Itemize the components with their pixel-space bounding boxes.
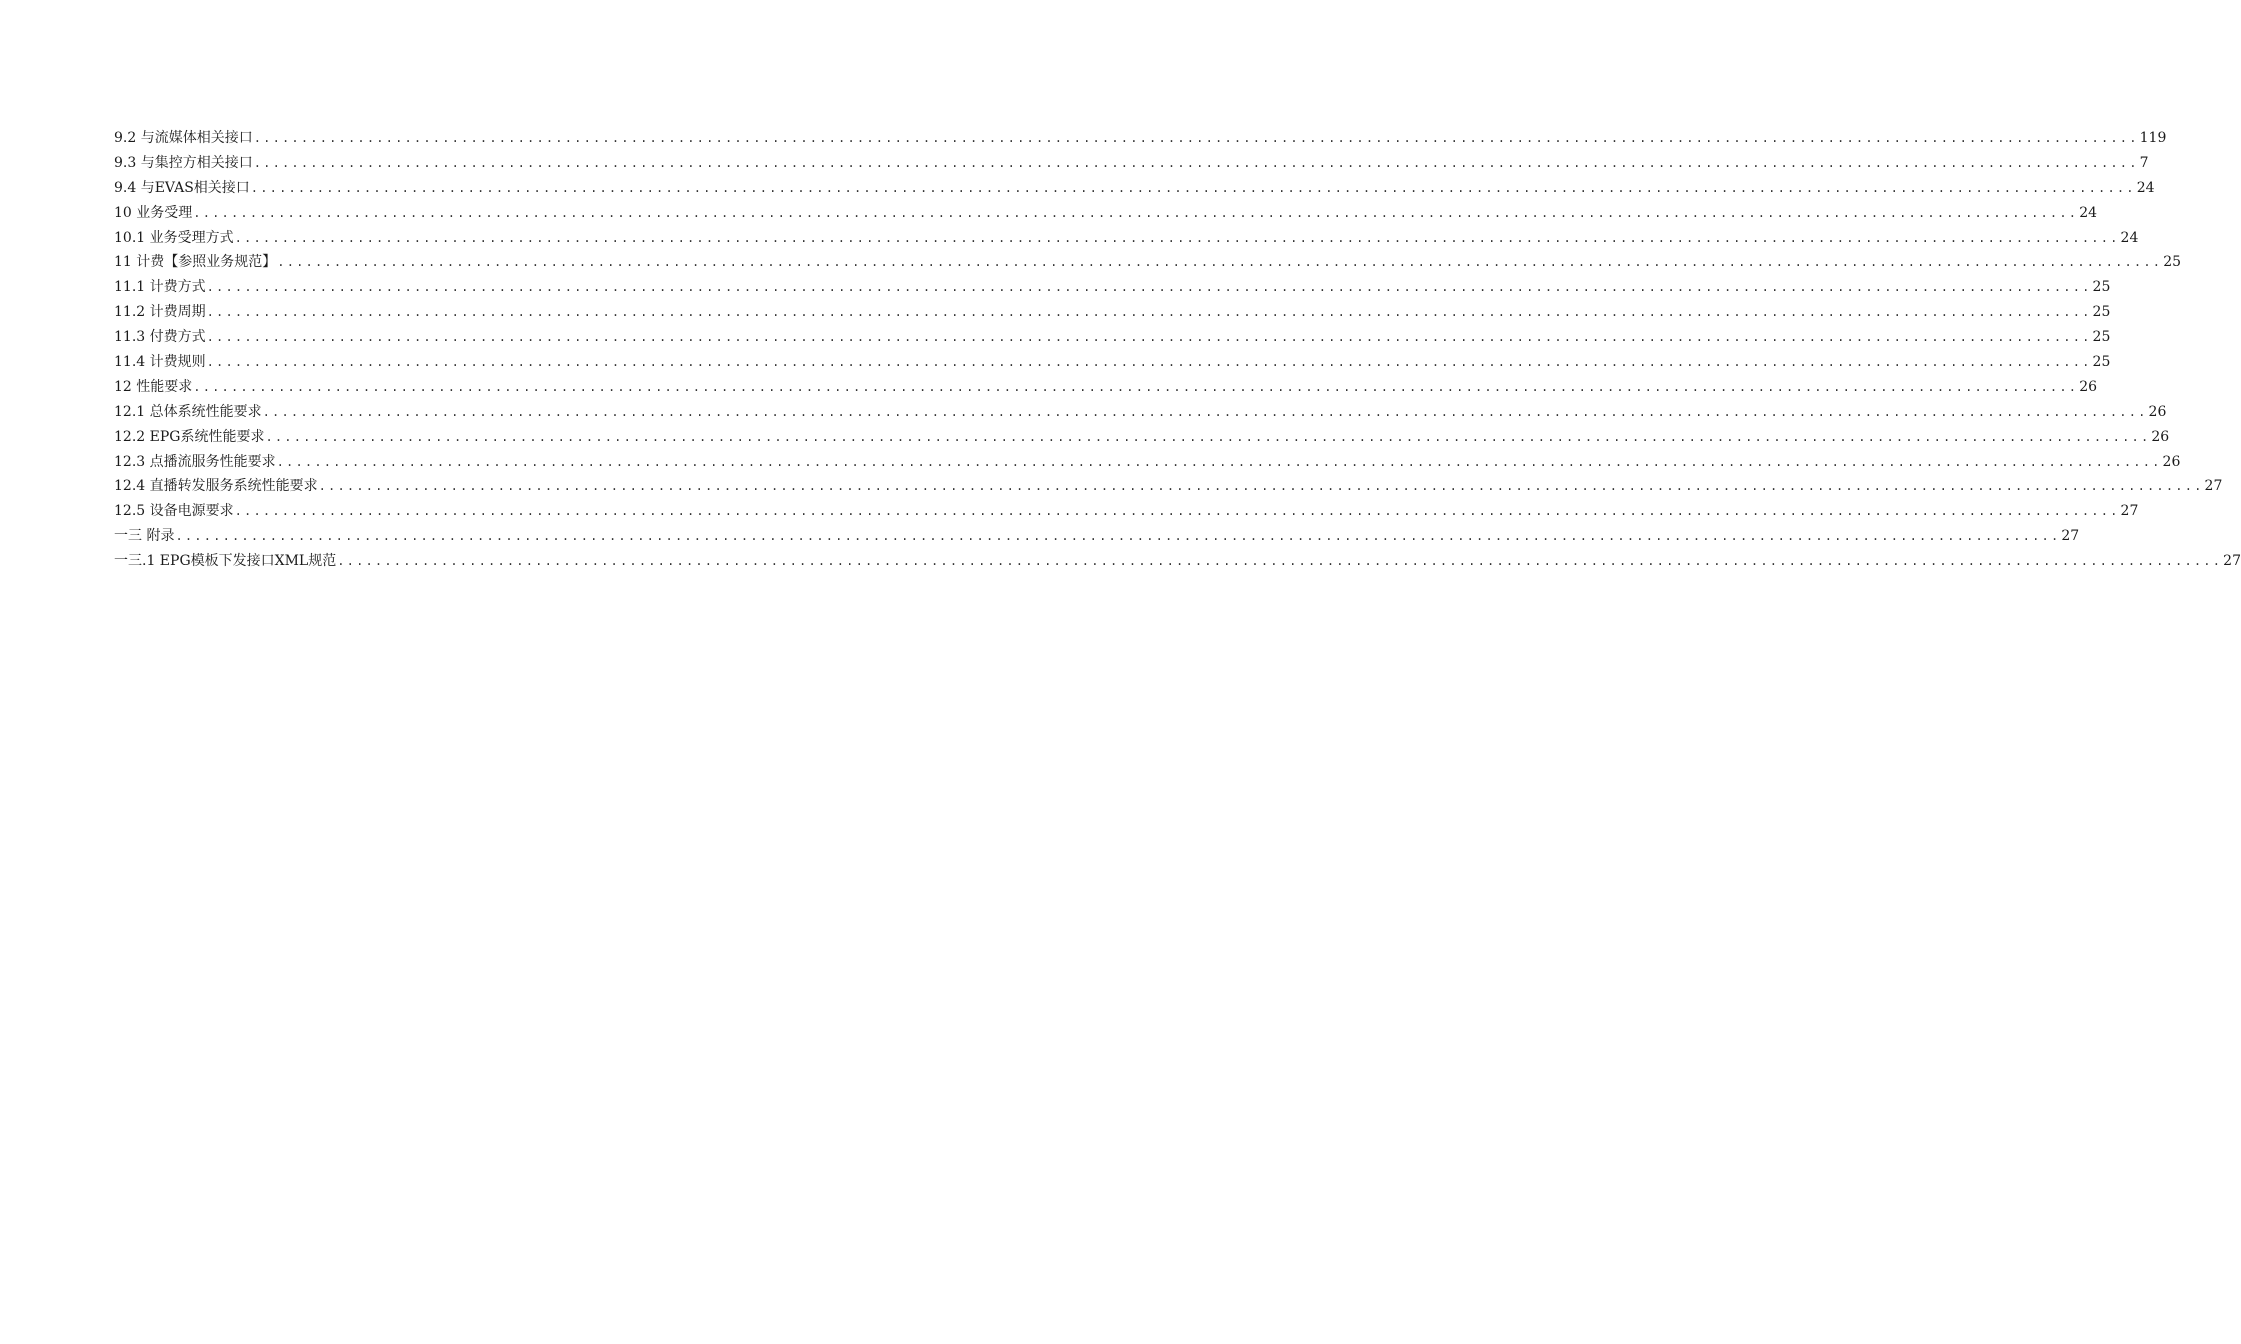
toc-entry-page-number: 27 (2204, 478, 2223, 495)
toc-entry[interactable] (114, 126, 2167, 151)
toc-entry-title: 11 计费【参照业务规范】 (114, 254, 277, 271)
toc-entry-title: 12 性能要求 (114, 378, 193, 395)
toc-entry[interactable] (114, 176, 2155, 201)
toc-entry-page-number: 26 (2162, 453, 2181, 470)
toc-dot-leader: ........................................................................................................................................................................................................ (206, 330, 2092, 345)
toc-entry[interactable] (114, 151, 2149, 176)
toc-dot-leader: ........................................................................................................................................................................................................ (265, 429, 2151, 444)
toc-entry[interactable] (114, 549, 2241, 574)
toc-entry-title: 11.2 计费周期 (114, 304, 206, 321)
toc-entry[interactable] (114, 350, 2111, 375)
toc-dot-leader: ........................................................................................................................................................................................................ (253, 131, 2139, 145)
toc-entry-page-number: 24 (2120, 229, 2139, 246)
toc-dot-leader: ........................................................................................................................................................................................................ (206, 305, 2092, 320)
toc-dot-leader: ........................................................................................................................................................................................................ (318, 479, 2204, 494)
toc-entry-page-number: 119 (2139, 130, 2167, 146)
toc-entry-title: 10 业务受理 (114, 204, 193, 221)
toc-entry-title: 12.4 直播转发服务系统性能要求 (114, 478, 318, 495)
toc-entry[interactable] (114, 400, 2167, 425)
toc-entry[interactable] (114, 226, 2139, 251)
toc-entry-page-number: 26 (2151, 428, 2170, 445)
toc-dot-leader: ........................................................................................................................................................................................................ (175, 529, 2061, 544)
toc-entry-title: 12.5 设备电源要求 (114, 503, 234, 520)
toc-entry-title: 一三 附录 (114, 528, 175, 545)
toc-entry[interactable] (114, 201, 2098, 226)
toc-entry-title: 12.3 点播流服务性能要求 (114, 453, 276, 470)
toc-entry-title: 10.1 业务受理方式 (114, 229, 234, 246)
toc-dot-leader: ........................................................................................................................................................................................................ (337, 554, 2223, 569)
toc-entry-page-number: 25 (2092, 279, 2111, 296)
toc-dot-leader: ........................................................................................................................................................................................................ (234, 230, 2120, 245)
toc-entry-title: 9.2 与流媒体相关接口 (114, 130, 253, 146)
toc-entry[interactable] (114, 300, 2111, 325)
toc-dot-leader: ........................................................................................................................................................................................................ (193, 379, 2079, 394)
toc-entry-page-number: 26 (2079, 378, 2098, 395)
toc-entry[interactable] (114, 275, 2111, 300)
toc-entry-title: 12.1 总体系统性能要求 (114, 403, 262, 420)
toc-entry-page-number: 26 (2148, 403, 2167, 420)
toc-entry[interactable] (114, 325, 2111, 350)
toc-entry-page-number: 25 (2092, 354, 2111, 371)
toc-entry-title: 11.1 计费方式 (114, 279, 206, 296)
toc-dot-leader: ........................................................................................................................................................................................................ (206, 355, 2092, 370)
toc-entry[interactable] (114, 375, 2098, 400)
toc-entry-page-number: 24 (2136, 179, 2155, 196)
toc-entry-title: 12.2 EPG系统性能要求 (114, 428, 265, 445)
toc-entry-page-number: 7 (2139, 154, 2149, 171)
toc-entry-page-number: 27 (2061, 528, 2080, 545)
toc-dot-leader: ........................................................................................................................................................................................................ (250, 180, 2136, 195)
toc-entry[interactable] (114, 499, 2139, 524)
toc-entry-page-number: 27 (2120, 503, 2139, 520)
toc-dot-leader: ........................................................................................................................................................................................................ (193, 205, 2079, 220)
toc-dot-leader: ........................................................................................................................................................................................................ (234, 504, 2120, 519)
toc-entry-title: 11.4 计费规则 (114, 354, 206, 371)
toc-entry[interactable] (114, 450, 2181, 475)
toc-dot-leader: ........................................................................................................................................................................................................ (262, 404, 2148, 419)
toc-entry-title: 一三.1 EPG模板下发接口XML规范 (114, 553, 337, 570)
toc-entry[interactable] (114, 524, 2080, 549)
table-of-contents (114, 126, 2241, 574)
toc-dot-leader: ........................................................................................................................................................................................................ (276, 454, 2162, 469)
toc-entry[interactable] (114, 250, 2182, 275)
toc-entry-page-number: 25 (2163, 254, 2182, 271)
toc-entry-page-number: 25 (2092, 329, 2111, 346)
toc-dot-leader: ........................................................................................................................................................................................................ (253, 155, 2139, 170)
toc-entry[interactable] (114, 425, 2170, 450)
toc-entry-page-number: 25 (2092, 304, 2111, 321)
toc-entry-page-number: 24 (2079, 204, 2098, 221)
toc-entry-title: 9.4 与EVAS相关接口 (114, 179, 250, 196)
toc-entry[interactable] (114, 474, 2223, 499)
toc-entry-title: 11.3 付费方式 (114, 329, 206, 346)
toc-dot-leader: ........................................................................................................................................................................................................ (206, 280, 2092, 295)
toc-entry-page-number: 27 (2223, 553, 2241, 570)
toc-entry-title: 9.3 与集控方相关接口 (114, 154, 253, 171)
toc-dot-leader: ........................................................................................................................................................................................................ (277, 255, 2163, 270)
